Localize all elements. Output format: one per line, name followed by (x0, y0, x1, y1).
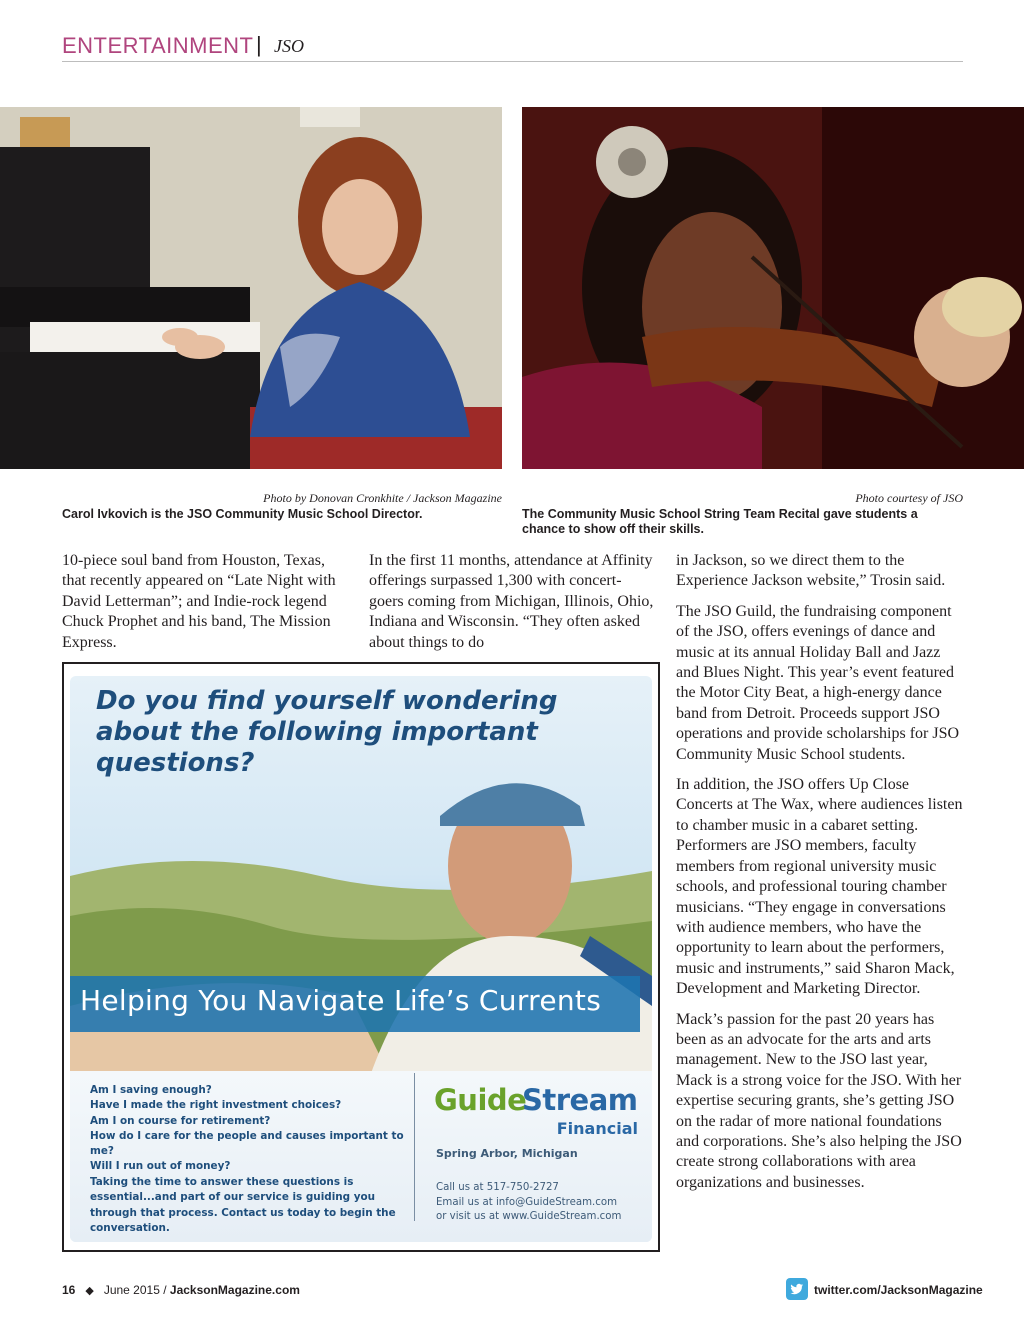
article-paragraph: In the first 11 months, attendance at Affinity offerings surpassed 1,300 with concert-goers coming from Michigan, Illinois, Ohio, Indiana and Wisconsin. “They often asked about things to do (369, 552, 654, 651)
article-paragraph: in Jackson, so we direct them to the Experience Jackson website,” Trosin said. (676, 552, 946, 590)
ad-headline: Do you find yourself wondering about the following important questions? (96, 686, 558, 778)
guidestream-logo (434, 1083, 644, 1143)
ad-contact-website[interactable]: or visit us at www.GuideStream.com (436, 1211, 622, 1222)
ad-contact-email[interactable]: Email us at info@GuideStream.com (436, 1196, 618, 1208)
ad-tagline: Helping You Navigate Life’s Currents (80, 984, 602, 1017)
article-paragraph: In addition, the JSO offers Up Close Concerts at The Wax, where audiences listen to chamber music in a cabaret setting. Performers are JSO members, faculty members from regional university music schools, and professional touring chamber musicians. “They engage in conversations with audience members, who have the opportunity to learn about the performers, music and instruments,” said Sharon Mack, Development and Marketing Director. (676, 776, 963, 998)
ad-questions-list (90, 1083, 410, 1175)
ad-question: Am I on course for retirement? (90, 1114, 271, 1127)
ad-question: Am I saving enough? (90, 1084, 212, 1096)
ad-closing-text: Taking the time to answer these questions is essential...and part of our service is guiding you through that process. Contact us today to begin the conversation. (90, 1176, 396, 1234)
guidestream-advertisement[interactable] (62, 662, 660, 1252)
twitter-handle[interactable]: twitter.com/JacksonMagazine (814, 1283, 983, 1297)
ad-question: How do I care for the people and causes important to me? (90, 1129, 404, 1158)
article-paragraph: The JSO Guild, the fundraising component of the JSO, offers evenings of dance and music at its annual Holiday Ball and Jazz and Blues Night. This year’s event featured the Motor City Beat, a high-energy dance band from Detroit. Proceeds support JSO operations and provide scholarships for JSO Community Music School students. (676, 602, 960, 763)
logo-word-guide: Guide (434, 1083, 527, 1117)
ad-location: Spring Arbor, Michigan (436, 1147, 578, 1160)
photo-string-recital (522, 107, 1024, 469)
photo-music-director (0, 107, 502, 469)
page-footer (62, 1283, 300, 1297)
section-separator: | (256, 32, 262, 57)
photo-caption-2: The Community Music School String Team Recital gave students a chance to show off their skills. (522, 507, 918, 536)
section-subtitle: JSO (274, 36, 304, 56)
page-number: 16 (62, 1283, 76, 1297)
page-header (62, 32, 963, 62)
footer-site-link[interactable]: JacksonMagazine.com (169, 1283, 300, 1297)
logo-word-financial: Financial (556, 1119, 638, 1138)
ad-question: Will I run out of money? (90, 1160, 231, 1173)
twitter-icon (786, 1278, 808, 1300)
ad-contact (436, 1181, 646, 1225)
photo-credit-2: Photo courtesy of JSO (855, 491, 963, 505)
photo-caption-1: Carol Ivkovich is the JSO Community Music School Director. (62, 507, 423, 521)
ad-tagline-band (70, 976, 640, 1032)
ad-divider (414, 1073, 415, 1221)
logo-word-stream: Stream (522, 1083, 638, 1117)
photo-string-recital-illustration (522, 107, 1024, 469)
ad-panel (70, 676, 652, 1242)
ad-contact-phone: Call us at 517-750-2727 (436, 1182, 559, 1193)
photo-credit-1: Photo by Donovan Cronkhite / Jackson Magazine (263, 491, 502, 505)
issue-date: June 2015 / (103, 1283, 167, 1297)
ad-info-panel (70, 1071, 652, 1242)
article-column-1 (62, 551, 347, 663)
ad-question: Have I made the right investment choices? (90, 1099, 342, 1112)
article-paragraph: Mack’s passion for the past 20 years has been as an advocate for the arts and arts management. New to the JSO last year, Mack is a strong voice for the JSO. With her expertise securing grants, she’s getting JSO on the radar of more national foundations and corporations. She’s also helping the JSO create strong collaborations with area organizations and businesses. (676, 1010, 962, 1191)
diamond-icon: ◆ (85, 1285, 94, 1297)
section-name: ENTERTAINMENT (62, 33, 254, 58)
article-paragraph: 10-piece soul band from Houston, Texas, that recently appeared on “Late Night with David Letterman”; and Indie-rock legend Chuck Prophet and his band, The Mission Express. (62, 552, 336, 651)
article-column-3 (676, 551, 963, 1203)
article-column-2 (369, 551, 654, 663)
photo-music-director-illustration (0, 107, 502, 469)
